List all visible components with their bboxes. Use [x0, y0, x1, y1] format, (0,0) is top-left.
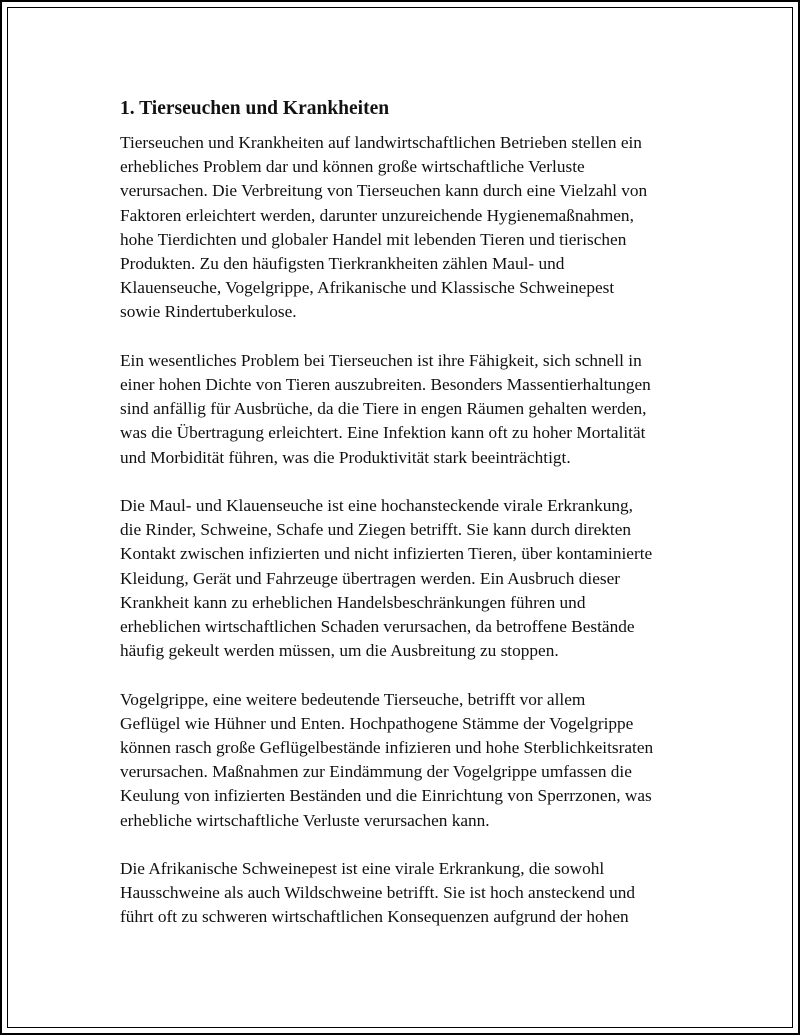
section-heading: 1. Tierseuchen und Krankheiten	[120, 98, 390, 119]
paragraph-line: erhebliches Problem dar und können große wirtschaftliche Verluste	[120, 157, 585, 177]
paragraph-1	[120, 131, 700, 325]
paragraph-line: können rasch große Geflügelbestände infizieren und hohe Sterblichkeitsraten	[120, 738, 654, 758]
paragraph-line: Produkten. Zu den häufigsten Tierkrankheiten zählen Maul- und	[120, 254, 565, 274]
paragraph-line: Kontakt zwischen infizierten und nicht infizierten Tieren, über kontaminierte	[120, 544, 653, 564]
paragraph-line: die Rinder, Schweine, Schafe und Ziegen betrifft. Sie kann durch direkten	[120, 520, 632, 540]
paragraph-3	[120, 494, 700, 663]
paragraph-line: führt oft zu schweren wirtschaftlichen Konsequenzen aufgrund der hohen	[120, 907, 629, 927]
paragraph-line: Ein wesentliches Problem bei Tierseuchen ist ihre Fähigkeit, sich schnell in	[120, 350, 642, 370]
paragraph-line: verursachen. Die Verbreitung von Tierseuchen kann durch eine Vielzahl von	[120, 181, 648, 201]
paragraph-line: erhebliche wirtschaftliche Verluste verursachen kann.	[120, 810, 490, 830]
paragraph-line: Geflügel wie Hühner und Enten. Hochpathogene Stämme der Vogelgrippe	[120, 713, 634, 733]
paragraph-4	[120, 688, 700, 833]
paragraph-line: Kleidung, Gerät und Fahrzeuge übertragen werden. Ein Ausbruch dieser	[120, 568, 621, 588]
paragraph-2	[120, 349, 700, 470]
paragraph-line: Keulung von infizierten Beständen und die Einrichtung von Sperrzonen, was	[120, 786, 652, 806]
paragraph-line: sind anfällig für Ausbrüche, da die Tiere in engen Räumen gehalten werden,	[120, 399, 647, 419]
document-body	[120, 97, 700, 954]
paragraph-line: und Morbidität führen, was die Produktivität stark beeinträchtigt.	[120, 447, 571, 467]
paragraph-line: erheblichen wirtschaftlichen Schaden verursachen, da betroffene Bestände	[120, 617, 635, 637]
paragraph-line: Tierseuchen und Krankheiten auf landwirtschaftlichen Betrieben stellen ein	[120, 133, 642, 152]
paragraph-line: Krankheit kann zu erheblichen Handelsbeschränkungen führen und	[120, 592, 586, 612]
paragraph-line: Die Maul- und Klauenseuche ist eine hochansteckende virale Erkrankung,	[120, 496, 633, 516]
paragraph-line: Hausschweine als auch Wildschweine betrifft. Sie ist hoch ansteckend und	[120, 883, 636, 903]
paragraph-line: Die Afrikanische Schweinepest ist eine virale Erkrankung, die sowohl	[120, 859, 605, 879]
paragraph-line: Faktoren erleichtert werden, darunter unzureichende Hygienemaßnahmen,	[120, 205, 634, 225]
paragraph-line: Klauenseuche, Vogelgrippe, Afrikanische und Klassische Schweinepest	[120, 278, 615, 298]
paragraph-5	[120, 857, 700, 930]
paragraph-line: einer hohen Dichte von Tieren auszubreiten. Besonders Massentierhaltungen	[120, 375, 651, 395]
paragraph-line: Vogelgrippe, eine weitere bedeutende Tierseuche, betrifft vor allem	[120, 689, 586, 709]
paragraph-line: verursachen. Maßnahmen zur Eindämmung der Vogelgrippe umfassen die	[120, 762, 632, 782]
paragraph-line: was die Übertragung erleichtert. Eine Infektion kann oft zu hoher Mortalität	[120, 423, 646, 443]
paragraph-line: sowie Rindertuberkulose.	[120, 302, 297, 322]
paragraph-line: hohe Tierdichten und globaler Handel mit lebenden Tieren und tierischen	[120, 229, 627, 249]
paragraph-line: häufig gekeult werden müssen, um die Ausbreitung zu stoppen.	[120, 641, 559, 661]
